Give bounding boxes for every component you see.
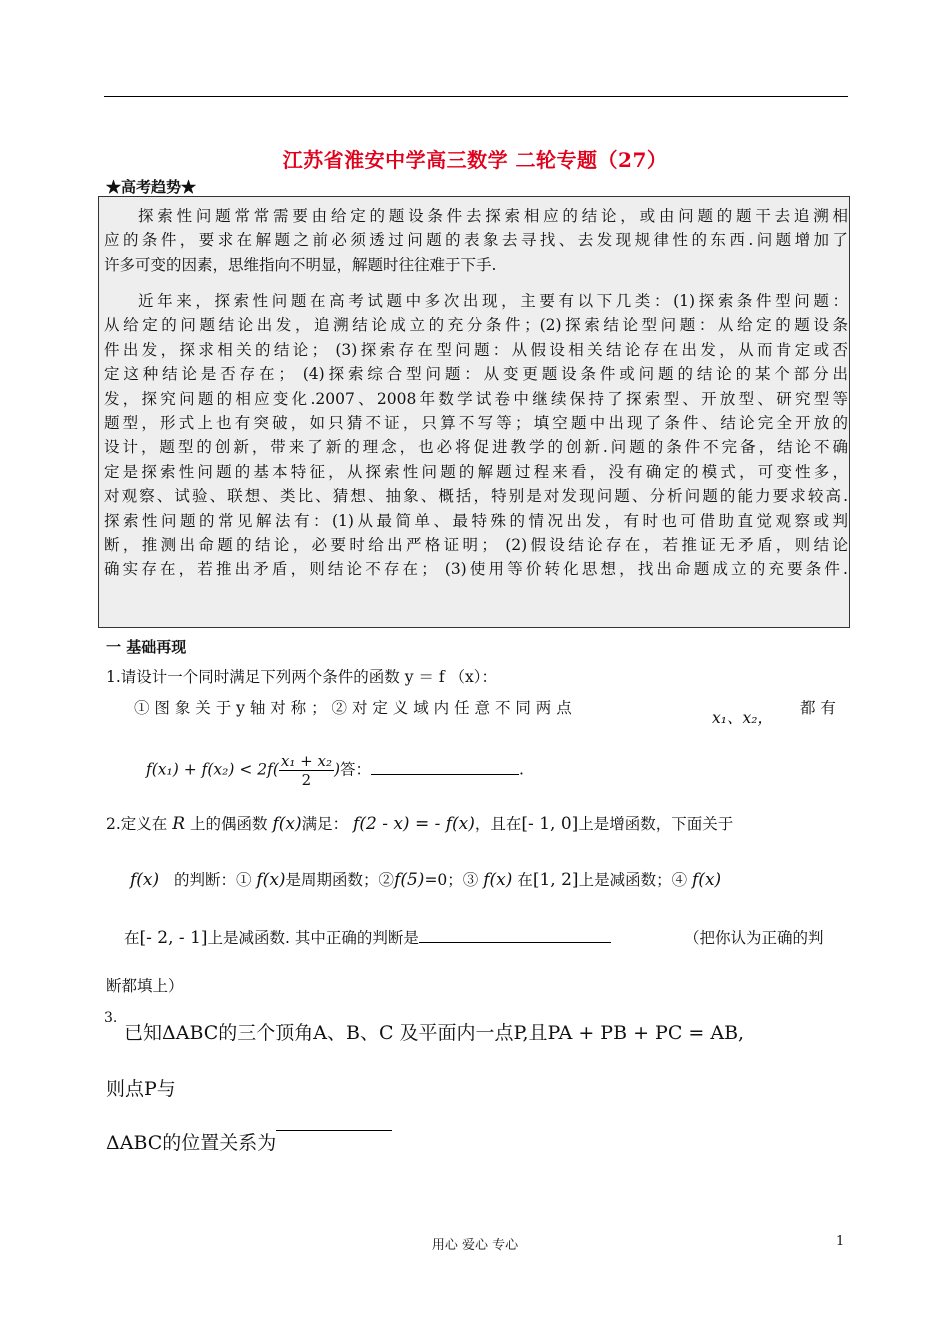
q2-text: 的判断：①: [173, 871, 252, 889]
intro-line: 件出发，探求相关的结论； (3)探索存在型问题：从假设相关结论存在出发，从而肯定或否: [104, 340, 848, 359]
q2-text: 上是减函数. 其中正确的判断是: [207, 929, 419, 947]
page-title: 江苏省淮安中学高三数学 二轮专题（27）: [282, 148, 668, 172]
q1-frac-den: 2: [301, 771, 312, 789]
q3-number: 3.: [104, 1010, 118, 1026]
intro-line: 设计，题型的创新，带来了新的理念，也必将促进教学的创新.问题的条件不完备，结论不确: [104, 438, 848, 457]
intro-line: 确实存在，若推出矛盾，则结论不存在； (3)使用等价转化思想，找出命题成立的充要条件.: [104, 560, 848, 579]
q2-text: 上的偶函数: [189, 815, 268, 833]
q2-text: 是周期函数；②: [285, 871, 395, 889]
q2-interval-3: [- 2, - 1]: [139, 928, 208, 948]
q2-line-1: [106, 812, 733, 834]
q1-inequality: [146, 752, 524, 789]
q2-fx: f(x): [692, 870, 722, 890]
q2-answer-blank[interactable]: [419, 926, 611, 943]
q2-interval-1: [- 1, 0]: [521, 814, 579, 834]
q2-f5: f(5): [394, 870, 425, 890]
q1-line-2: ① 图 象 关 于 y 轴 对 称 ； ② 对 定 义 域 内 任 意 不 同 两 点: [134, 699, 572, 717]
intro-line: 题型，形式上也有突破，如只猜不证，只算不写等；填空题中出现了条件、结论完全开放的: [104, 413, 848, 432]
q2-line-3: [124, 926, 611, 948]
q1-points: x₁、x₂，: [712, 709, 773, 727]
intro-line: 从给定的问题结论出发，追溯结论成立的充分条件；(2)探索结论型问题：从给定的题设条: [104, 316, 848, 335]
q2-text: 2.定义在: [106, 815, 168, 833]
q1-ineq-right: ): [333, 760, 341, 779]
q2-line-2: [130, 868, 721, 890]
q2-text: =0；③: [424, 871, 479, 889]
q2-text: 在: [124, 929, 140, 947]
intro-paragraph-1: [104, 204, 848, 277]
intro-line: 许多可变的因素，思维指向不明显，解题时往往难于下手.: [104, 255, 497, 274]
q1-fraction: [279, 752, 334, 789]
intro-line: 对观察、试验、联想、类比、猜想、抽象、概括，特别是对发现问题、分析问题的能力要求较高.: [104, 487, 848, 506]
q1-dou-you: 都 有: [800, 699, 836, 717]
q3-text: ΔABC的位置关系为: [106, 1132, 277, 1154]
intro-line: 定这种结论是否存在； (4)探索综合型问题：从变更题设条件或问题的结论的某个部分出: [104, 365, 848, 384]
q2-text: 满足：: [301, 815, 349, 833]
q1-ineq-left: f(x₁) + f(x₂) < 2f(: [146, 760, 279, 779]
q1-period: .: [519, 760, 524, 779]
q2-fx: f(x): [272, 814, 302, 834]
q2-line-4: 断都填上）: [106, 977, 184, 995]
q2-fx: f(x): [130, 870, 160, 890]
q2-equation: f(2 - x) = - f(x): [353, 814, 475, 834]
header-rule: [104, 96, 848, 97]
intro-line: 探索性问题常常需要由给定的题设条件去探索相应的结论，或由问题的题干去追溯相: [138, 207, 848, 225]
q3-line-2: 则点P与: [106, 1078, 176, 1100]
q1-answer-label: 答：: [340, 760, 372, 779]
q2-text: 上是增函数，下面关于: [578, 815, 734, 833]
section-heading: 一 基础再现: [106, 638, 187, 656]
q1-frac-num: x₁ + x₂: [280, 752, 332, 770]
trend-heading: ★高考趋势★: [106, 178, 197, 196]
intro-line: 应的条件，要求在解题之前必须透过问题的表象去寻找、去发现规律性的东西.问题增加了: [104, 231, 848, 250]
q3-line-3: [106, 1128, 392, 1155]
q2-interval-2: [1, 2]: [532, 870, 579, 890]
q2-text: ，且在: [474, 815, 522, 833]
q2-fx: f(x): [256, 870, 286, 890]
q2-fx: f(x): [483, 870, 513, 890]
q1-line-1: 1.请设计一个同时满足下列两个条件的函数 y ＝ f （x）：: [106, 668, 497, 686]
intro-line: 定是探索性问题的基本特征，从探索性问题的解题过程来看，没有确定的模式，可变性多，: [104, 462, 848, 481]
q2-text: 上是减函数；④: [578, 871, 688, 889]
q1-answer-blank[interactable]: [371, 758, 519, 775]
q2-R: R: [172, 814, 186, 834]
q3-answer-blank[interactable]: [276, 1130, 392, 1131]
q2-line-3-tail: （把你认为正确的判: [684, 929, 824, 947]
intro-line: 断，推测出命题的结论，必要时给出严格证明； (2)假设结论存在，若推证无矛盾，则结论: [104, 535, 848, 554]
q2-text: 在: [517, 871, 533, 889]
intro-line: 探索性问题的常见解法有：(1)从最简单、最特殊的情况出发，有时也可借助直觉观察或判: [104, 511, 848, 530]
intro-line: 发，探究问题的相应变化.2007、2008年数学试卷中继续保持了探索型、开放型、研究型等: [104, 389, 848, 408]
q3-line-1: 已知ΔABC的三个顶角A、B、C 及平面内一点P,且PA + PB + PC = AB,: [124, 1022, 745, 1044]
intro-paragraph-2: [104, 289, 848, 582]
footer: 用心 爱心 专心: [431, 1238, 519, 1253]
intro-line: 近年来，探索性问题在高考试题中多次出现，主要有以下几类：(1)探索条件型问题：: [138, 292, 848, 310]
page-number: 1: [836, 1234, 845, 1249]
